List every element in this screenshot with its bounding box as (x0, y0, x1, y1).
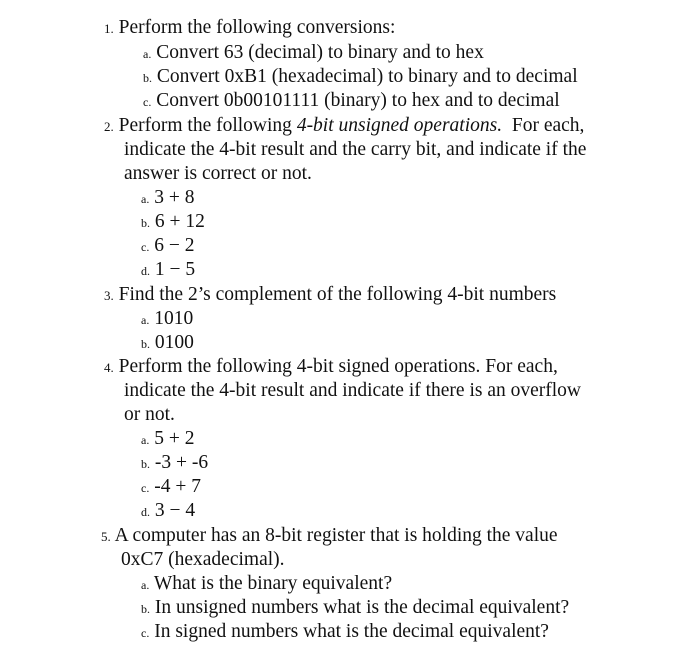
list-item (141, 307, 193, 332)
item-letter: c. (141, 240, 150, 254)
question-text: For each, (502, 115, 585, 136)
question-3-heading (104, 283, 556, 308)
list-item (141, 186, 194, 211)
item-letter: a. (141, 578, 150, 592)
item-text: 6 + 12 (154, 211, 205, 232)
item-letter: b. (141, 337, 150, 351)
item-letter: c. (141, 481, 150, 495)
item-letter: c. (141, 626, 150, 640)
question-text-line: or not. (124, 404, 175, 425)
item-text: 1010 (154, 308, 194, 329)
item-text: 1 − 5 (154, 259, 196, 280)
item-letter: d. (141, 505, 150, 519)
list-item (141, 258, 195, 283)
list-item (141, 210, 205, 235)
question-2-heading (104, 114, 584, 139)
list-item (141, 499, 195, 524)
item-letter: b. (141, 216, 150, 230)
list-item (141, 475, 201, 500)
question-5-heading (101, 524, 558, 549)
item-text: Convert 0xB1 (hexadecimal) to binary and to decimal (156, 66, 578, 87)
item-text: 3 − 4 (154, 500, 196, 521)
list-item (141, 331, 194, 356)
item-text: What is the binary equivalent? (153, 573, 393, 594)
list-item (141, 596, 569, 621)
list-item (141, 234, 194, 259)
list-item (141, 427, 194, 452)
item-letter: b. (141, 457, 150, 471)
item-letter: a. (143, 47, 152, 61)
list-item (143, 41, 484, 66)
question-text-line: indicate the 4-bit result and indicate if there is an overflow (124, 380, 582, 401)
question-text: Perform the following (118, 115, 297, 136)
item-text: In signed numbers what is the decimal equivalent? (154, 621, 549, 642)
list-item (143, 89, 560, 114)
question-text-line: answer is correct or not. (124, 163, 312, 184)
question-number: 5. (101, 529, 111, 544)
question-text-line: indicate the 4-bit result and the carry bit, and indicate if the (124, 139, 587, 160)
question-1-heading (104, 16, 395, 41)
item-text: -3 + -6 (154, 452, 209, 473)
item-letter: d. (141, 264, 150, 278)
question-number: 4. (104, 360, 114, 375)
item-letter: c. (143, 95, 152, 109)
question-text: Perform the following conversions: (118, 17, 396, 38)
item-text: 5 + 2 (154, 428, 195, 449)
list-item (141, 451, 208, 476)
question-4-heading (104, 355, 558, 380)
item-letter: b. (143, 71, 152, 85)
question-emphasis: 4-bit unsigned operations. (296, 115, 503, 136)
item-text: -4 + 7 (154, 476, 201, 497)
question-text: Find the 2’s complement of the following 4-bit numbers (118, 284, 557, 305)
question-number: 3. (104, 288, 114, 303)
question-text-line: 0xC7 (hexadecimal). (121, 549, 285, 570)
list-item (143, 65, 578, 90)
item-letter: a. (141, 433, 150, 447)
item-letter: b. (141, 602, 150, 616)
item-text: Convert 0b00101111 (binary) to hex and to decimal (156, 90, 560, 111)
item-text: Convert 63 (decimal) to binary and to hex (156, 42, 484, 63)
question-number: 2. (104, 119, 114, 134)
question-number: 1. (104, 21, 114, 36)
question-text: Perform the following 4-bit signed operations. For each, (118, 356, 558, 377)
item-text: 3 + 8 (154, 187, 195, 208)
item-text: 0100 (154, 332, 194, 353)
item-text: In unsigned numbers what is the decimal equivalent? (154, 597, 570, 618)
item-letter: a. (141, 313, 150, 327)
list-item (141, 572, 392, 597)
list-item (141, 620, 549, 645)
item-letter: a. (141, 192, 150, 206)
item-text: 6 − 2 (154, 235, 195, 256)
question-text: A computer has an 8-bit register that is holding the value (114, 525, 558, 546)
